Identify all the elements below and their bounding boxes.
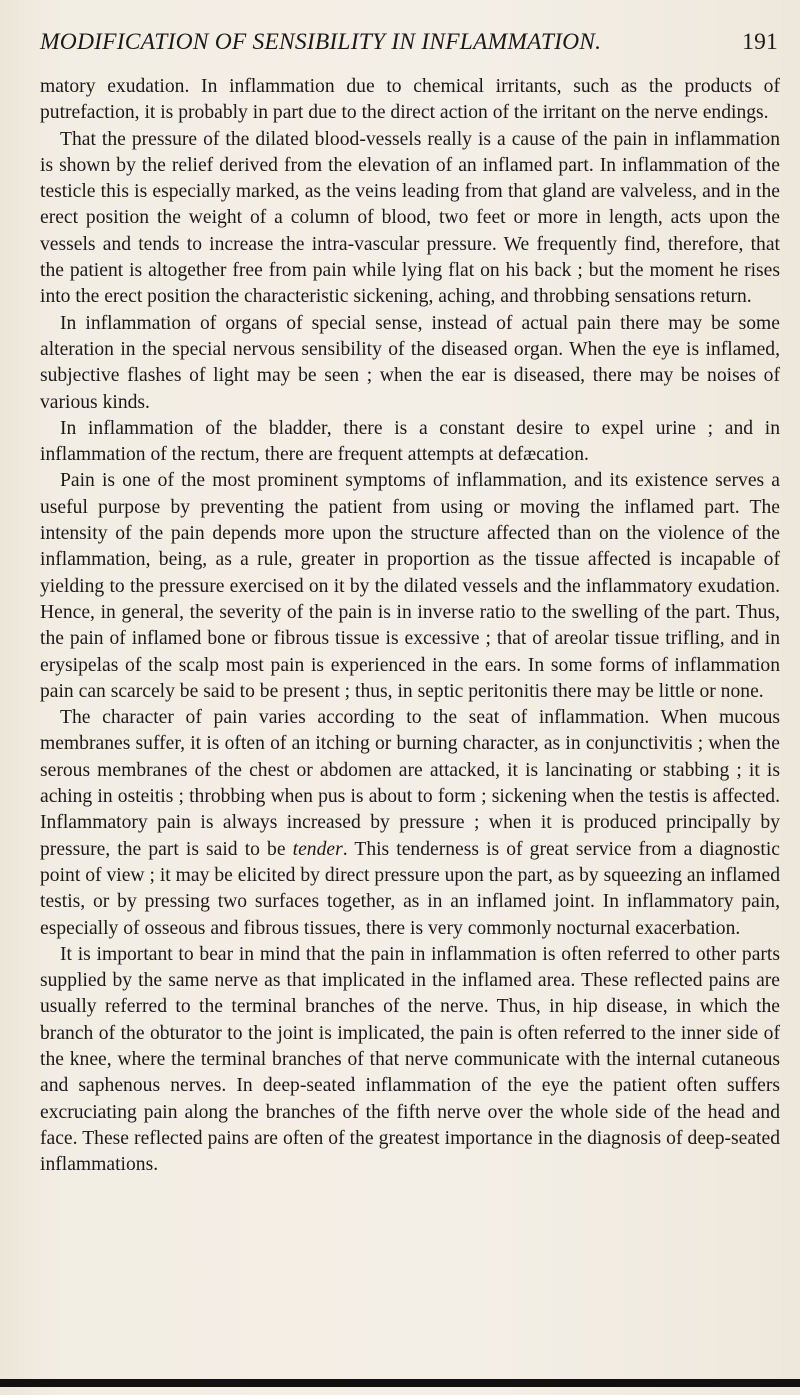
page-body (40, 74, 780, 1178)
paragraph-pressure-blood-vessels: That the pressure of the dilated blood-vessels really is a cause of the pain in inflammation is shown by the relief derived from the elevation of an inflamed part. In inflammation of the testicle this is especially marked, as the veins leading from that gland are valveless, and in the erect position the weight of a column of blood, two feet or more in length, acts upon the vessels and tends to increase the intra-vascular pressure. We frequently find, therefore, that the patient is altogether free from pain while lying flat on his back ; but the moment he rises into the erect position the characteristic sickening, aching, and throbbing sensations return. (40, 128, 780, 308)
paragraph-character-of-pain (40, 705, 780, 942)
paragraph-pain-prominent-symptom: Pain is one of the most prominent symptoms of inflammation, and its existence serves a useful purpose by preventing the patient from using or moving the inflamed part. The intensity of the pain depends more upon the structure affected than on the violence of the inflammation, being, as a rule, greater in proportion as the tissue affected is incapable of yielding to the pressure exercised on it by the dilated vessels and the inflammatory exudation. Hence, in general, the severity of the pain is in inverse ratio to the swelling of the part. Thus, the pain of inflamed bone or fibrous tissue is excessive ; that of areolar tissue trifling, and in erysipelas of the scalp most pain is experienced in the ears. In some forms of inflammation pain can scarcely be said to be present ; thus, in septic peritonitis there may be little or none. (40, 470, 780, 702)
paragraph-text-segment: . This tenderness is of great service from a diagnostic point of view ; it may be elicited by direct pressure upon the part, as by squeezing an inflamed testis, or by pressing two surfaces together, as in an inflamed joint. In inflammatory pain, especially of osseous and fibrous tissues, there is very commonly nocturnal exacerbation. (40, 838, 781, 939)
paragraph-bladder-rectum: In inflammation of the bladder, there is a constant desire to expel urine ; and in inflammation of the rectum, there are frequent attempts at defæcation. (40, 417, 780, 466)
paragraph-special-sense: In inflammation of organs of special sense, instead of actual pain there may be some alteration in the special nervous sensibility of the diseased organ. When the eye is inflamed, subjective flashes of light may be seen ; when the ear is diseased, there may be noises of various kinds. (40, 312, 780, 413)
page-number: 191 (742, 29, 778, 55)
bottom-edge-rule (0, 1379, 800, 1387)
running-header (40, 16, 778, 56)
paragraph-referred-pain: It is important to bear in mind that the pain in inflammation is often referred to other parts supplied by the same nerve as that implicated in the inflamed area. These reflected pains are usually referred to the terminal branches of the nerve. Thus, in hip disease, in which the branch of the obturator to the joint is implicated, the pain is often referred to the inner side of the knee, where the terminal branches of that nerve communicate with the internal cutaneous and saphenous nerves. In deep-seated inflammation of the eye the patient often suffers excruciating pain along the branches of the fifth nerve over the whole side of the head and face. These reflected pains are often of the greatest importance in the diagnosis of deep-seated inflammations. (40, 943, 780, 1176)
paragraph-text-segment: The character of pain varies according to the seat of inflammation. When mucous membranes suffer, it is often of an itching or burning character, as in conjunctivitis ; when the serous membranes of the chest or abdomen are attacked, it is lancinating or stabbing ; it is aching in osteitis ; throbbing when pus is about to form ; sickening when the testis is affected. Inflammatory pain is always increased by pressure ; when it is produced principally by pressure, the part is said to be (40, 707, 780, 860)
running-title: MODIFICATION OF SENSIBILITY IN INFLAMMATION. (40, 29, 602, 55)
paragraph-exudation-continued: matory exudation. In inflammation due to chemical irritants, such as the products of putrefaction, it is probably in part due to the direct action of the irritant on the nerve endings. (40, 76, 780, 124)
italic-term-tender: tender (292, 838, 343, 860)
